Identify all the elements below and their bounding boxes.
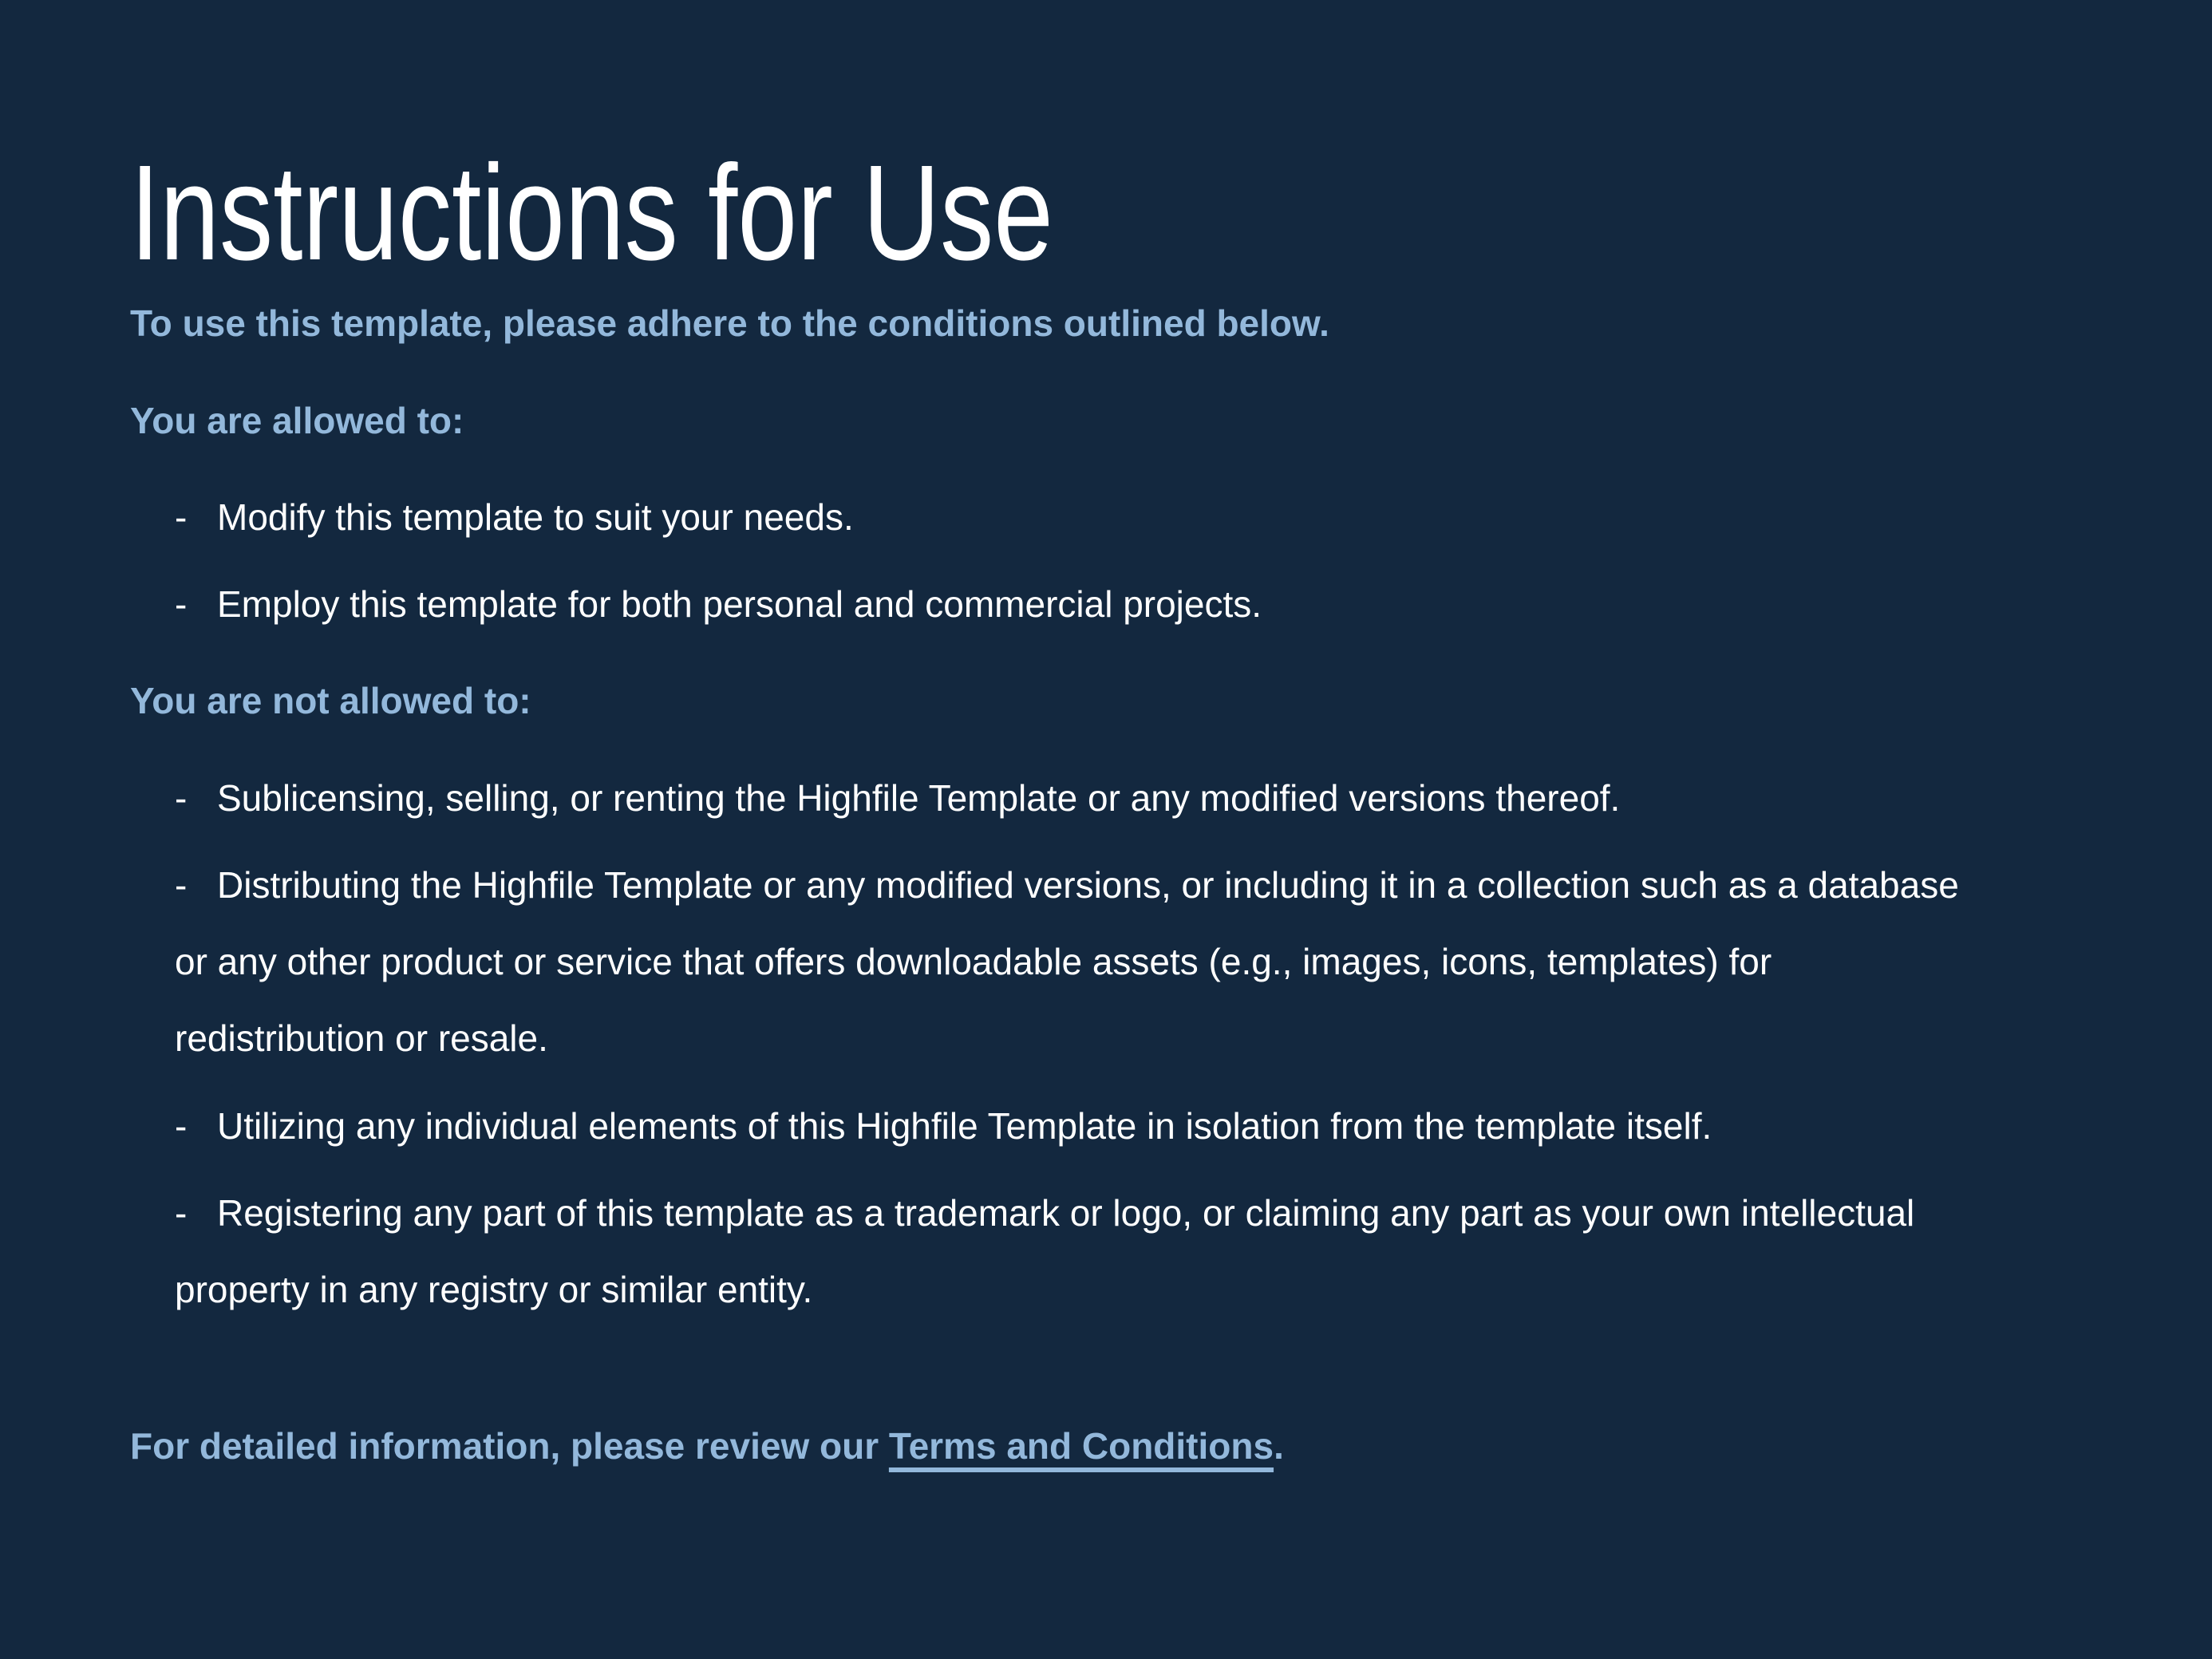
list-item-text: Employ this template for both personal and commercial projects.: [217, 583, 1262, 625]
terms-and-conditions-link[interactable]: Terms and Conditions: [888, 1425, 1274, 1467]
list-item-not-allowed-1: [175, 760, 1974, 836]
bullet-dash-icon: -: [175, 583, 188, 625]
list-item-text: Modify this template to suit your needs.: [217, 496, 854, 538]
bullet-dash-icon: -: [175, 1192, 188, 1234]
footer-suffix: .: [1274, 1425, 1284, 1467]
list-item-allowed-1: [175, 479, 1974, 555]
list-item-not-allowed-4: [175, 1175, 1974, 1328]
page-title: Instructions for Use: [130, 137, 1053, 289]
list-item-not-allowed-2: [175, 847, 1974, 1076]
subtitle: To use this template, please adhere to the conditions outlined below.: [130, 302, 1329, 344]
bullet-dash-icon: -: [175, 496, 188, 538]
section-heading-allowed: You are allowed to:: [130, 400, 464, 441]
list-item-text: Registering any part of this template as a trademark or logo, or claiming any part as your own intellectual property in any registry or similar entity.: [175, 1192, 1915, 1310]
list-item-text: Sublicensing, selling, or renting the Highfile Template or any modified versions thereof.: [217, 777, 1621, 819]
list-item-allowed-2: [175, 566, 1974, 642]
list-item-not-allowed-3: [175, 1088, 1974, 1164]
footer-prefix: For detailed information, please review our: [130, 1425, 889, 1467]
bullet-dash-icon: -: [175, 777, 188, 819]
bullet-dash-icon: -: [175, 864, 188, 906]
footer-note: [130, 1408, 1284, 1484]
list-item-text: Distributing the Highfile Template or any modified versions, or including it in a collection such as a database or any other product or service that offers downloadable assets (e.g., images, icons, templates) for redistribution or resale.: [175, 864, 1959, 1059]
list-item-text: Utilizing any individual elements of this Highfile Template in isolation from the template itself.: [217, 1105, 1712, 1147]
section-heading-not-allowed: You are not allowed to:: [130, 680, 531, 721]
bullet-dash-icon: -: [175, 1105, 188, 1147]
